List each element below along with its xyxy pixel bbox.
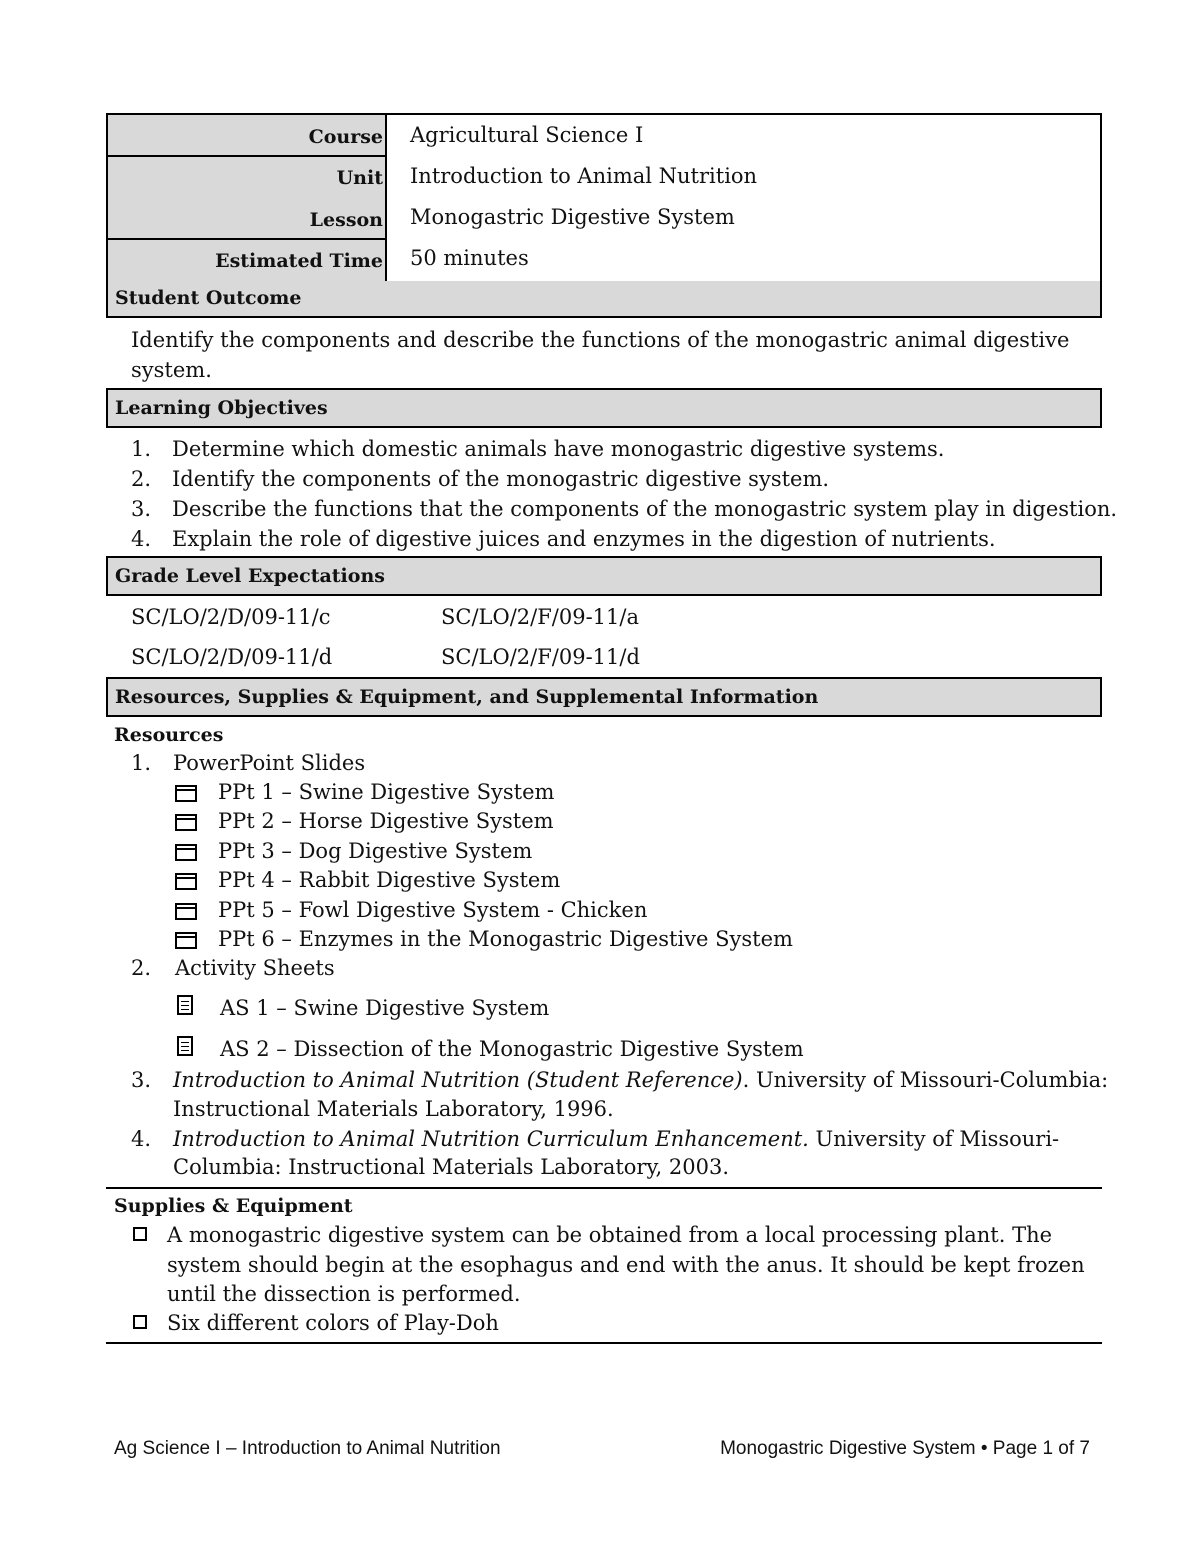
list-number: 3. <box>131 497 152 521</box>
folder-icon <box>175 785 197 802</box>
list-number: 2. <box>131 467 152 491</box>
grade-level-bar <box>106 556 1102 596</box>
footer-left: Ag Science I – Introduction to Animal Nutrition <box>114 1438 501 1459</box>
ppt-item: PPt 3 – Dog Digestive System <box>218 839 533 863</box>
resource-item-text <box>173 1124 1059 1154</box>
ppt-item: PPt 5 – Fowl Digestive System - Chicken <box>218 898 648 922</box>
reference-publisher: University of Missouri- <box>808 1127 1060 1151</box>
unit-label: Unit <box>336 167 383 189</box>
supply-item: Six different colors of Play-Doh <box>167 1311 499 1335</box>
row-divider <box>108 155 387 157</box>
list-text: Identify the components of the monogastric digestive system. <box>172 467 830 491</box>
divider <box>106 1342 1102 1344</box>
unit-value: Introduction to Animal Nutrition <box>410 164 758 188</box>
list-text: Explain the role of digestive juices and enzymes in the digestion of nutrients. <box>172 527 996 551</box>
list-number: 4. <box>131 527 152 551</box>
list-text: Determine which domestic animals have monogastric digestive systems. <box>172 437 945 461</box>
gle-code: SC/LO/2/F/09-11/a <box>441 605 639 629</box>
supply-item-line3: until the dissection is performed. <box>167 1282 521 1306</box>
document-icon <box>177 995 193 1015</box>
activity-sheet-item: AS 2 – Dissection of the Monogastric Digestive System <box>220 1037 804 1061</box>
resource-item-number: 4. <box>131 1127 152 1151</box>
ppt-item: PPt 4 – Rabbit Digestive System <box>218 868 561 892</box>
ppt-item: PPt 6 – Enzymes in the Monogastric Digestive System <box>218 927 793 951</box>
supplies-title: Supplies & Equipment <box>114 1195 353 1217</box>
ppt-item: PPt 1 – Swine Digestive System <box>218 780 555 804</box>
row-divider <box>108 238 387 240</box>
grade-level-heading: Grade Level Expectations <box>115 565 385 587</box>
resource-item-text-line2: Columbia: Instructional Materials Laboratory, 2003. <box>173 1155 729 1179</box>
lesson-label: Lesson <box>309 209 383 231</box>
supply-item-line1: A monogastric digestive system can be obtained from a local processing plant. The <box>167 1223 1053 1247</box>
gle-code: SC/LO/2/D/09-11/c <box>131 605 331 629</box>
gle-code: SC/LO/2/D/09-11/d <box>131 645 333 669</box>
resource-item-number: 1. <box>131 751 152 775</box>
folder-icon <box>175 844 197 861</box>
learning-objectives-bar <box>106 388 1102 428</box>
resource-item-number: 3. <box>131 1068 152 1092</box>
list-text: Describe the functions that the components of the monogastric system play in digestion. <box>172 497 1118 521</box>
lesson-info-table <box>106 113 1102 318</box>
reference-title: Introduction to Animal Nutrition (Student Reference) <box>173 1068 743 1092</box>
list-number: 1. <box>131 437 152 461</box>
folder-icon <box>175 903 197 920</box>
gle-code: SC/LO/2/F/09-11/d <box>441 645 640 669</box>
ppt-item: PPt 2 – Horse Digestive System <box>218 809 554 833</box>
course-label: Course <box>308 126 383 148</box>
activity-sheet-item: AS 1 – Swine Digestive System <box>220 996 550 1020</box>
estimated-time-value: 50 minutes <box>410 246 529 270</box>
divider <box>106 1187 1102 1189</box>
student-outcome-heading: Student Outcome <box>115 287 302 309</box>
resources-bar-heading: Resources, Supplies & Equipment, and Supplemental Information <box>115 686 819 708</box>
reference-publisher: . University of Missouri-Columbia: <box>742 1068 1109 1092</box>
resource-item-text: Activity Sheets <box>175 956 335 980</box>
checkbox-icon <box>133 1315 147 1329</box>
folder-icon <box>175 932 197 949</box>
course-value: Agricultural Science I <box>410 123 644 147</box>
student-outcome-line2: system. <box>131 358 212 382</box>
estimated-time-label: Estimated Time <box>215 250 383 272</box>
resource-item-text-line2: Instructional Materials Laboratory, 1996. <box>173 1097 614 1121</box>
footer-right: Monogastric Digestive System • Page 1 of 7 <box>720 1438 1090 1459</box>
checkbox-icon <box>133 1227 147 1241</box>
document-icon <box>177 1036 193 1056</box>
resource-item-number: 2. <box>131 956 152 980</box>
resources-title: Resources <box>114 724 224 746</box>
supply-item-line2: system should begin at the esophagus and end with the anus. It should be kept frozen <box>167 1253 1085 1277</box>
learning-objectives-heading: Learning Objectives <box>115 397 328 419</box>
folder-icon <box>175 814 197 831</box>
resources-bar <box>106 677 1102 717</box>
student-outcome-bar <box>108 281 1100 316</box>
student-outcome-line1: Identify the components and describe the functions of the monogastric animal digestive <box>131 328 1070 352</box>
lesson-value: Monogastric Digestive System <box>410 205 735 229</box>
folder-icon <box>175 873 197 890</box>
resource-item-text: PowerPoint Slides <box>173 751 366 775</box>
resource-item-text <box>173 1065 1108 1095</box>
reference-title: Introduction to Animal Nutrition Curriculum Enhancement. <box>173 1127 809 1151</box>
